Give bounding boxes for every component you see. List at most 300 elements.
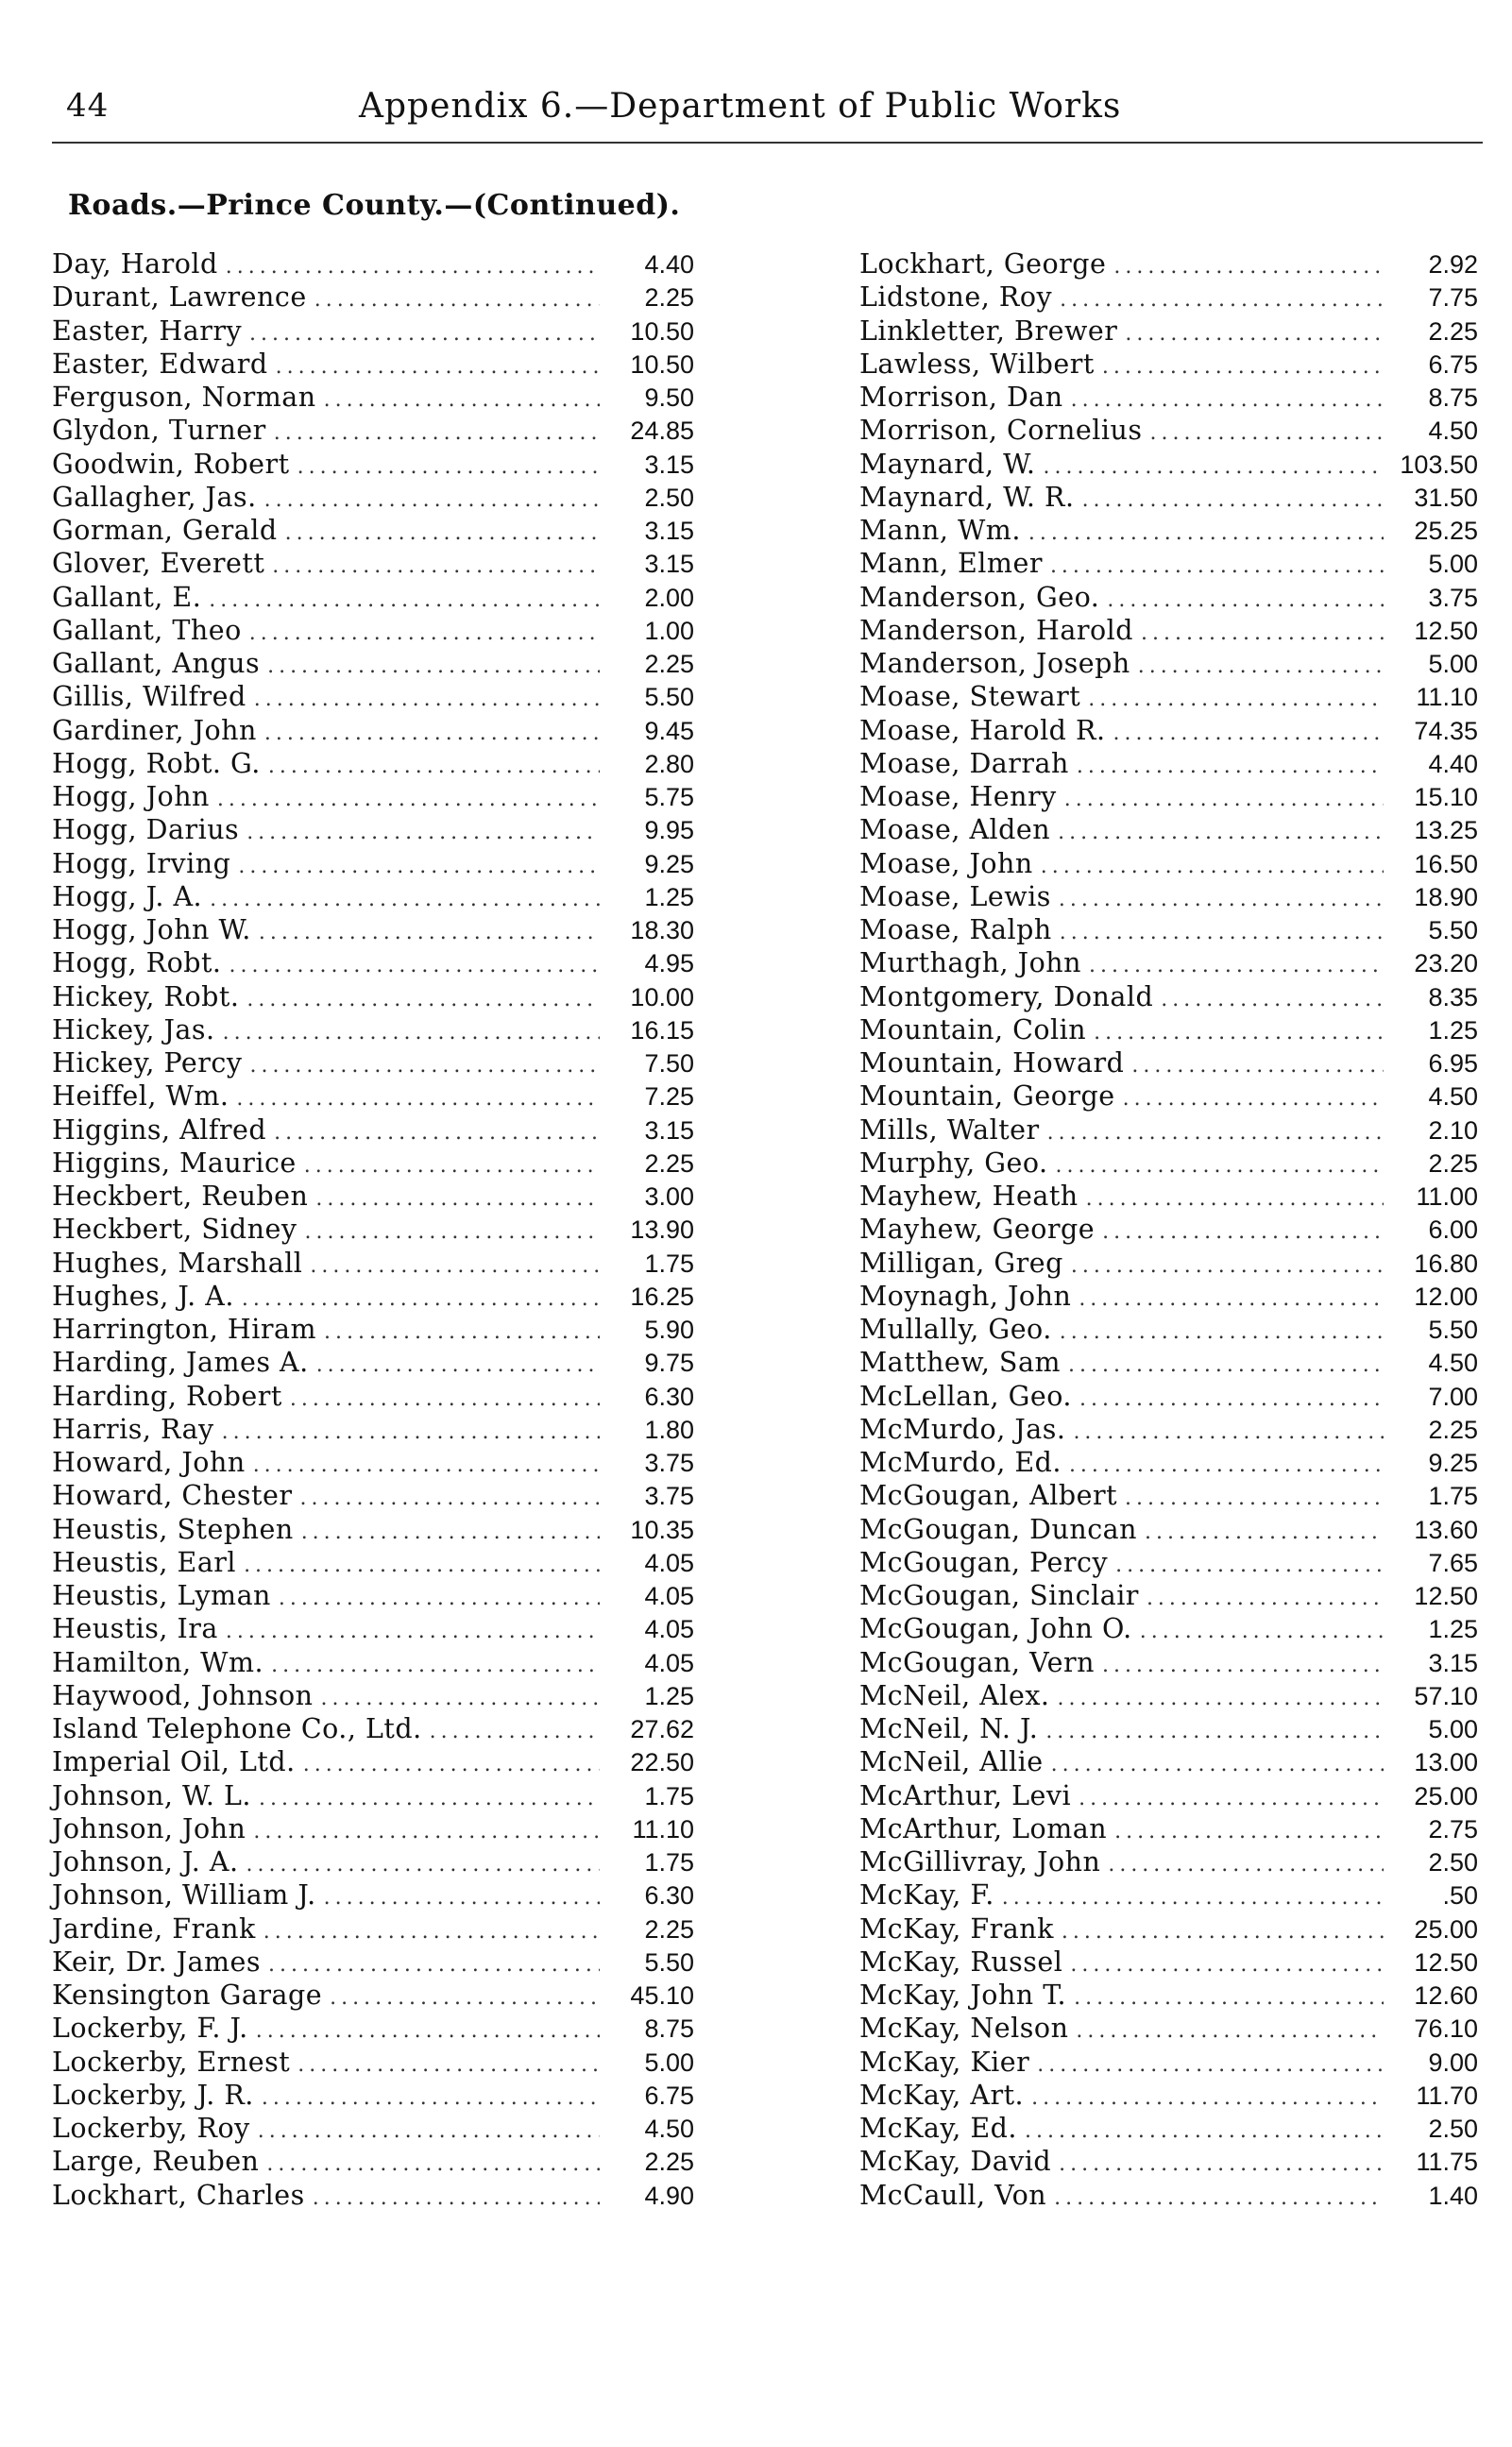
payment-amount: 6.30 — [644, 1881, 694, 1911]
dot-leader — [297, 450, 600, 484]
payment-amount: 18.90 — [1414, 882, 1478, 911]
dot-leader — [303, 1748, 600, 1781]
dot-leader — [1058, 816, 1384, 849]
list-item — [859, 880, 1478, 913]
payee-name: Lockhart, George — [859, 248, 1107, 280]
payee-name: Hickey, Percy — [52, 1047, 243, 1079]
dot-leader — [1107, 584, 1384, 617]
dot-leader — [285, 517, 600, 550]
list-item — [52, 2046, 694, 2079]
payee-name: Maynard, W. — [859, 448, 1036, 480]
list-item — [52, 2012, 694, 2045]
dot-leader — [1079, 1383, 1384, 1416]
dot-leader — [249, 317, 600, 350]
payee-name: Gallant, Angus — [52, 648, 261, 679]
list-item — [859, 448, 1478, 481]
payment-amount: 12.60 — [1414, 1981, 1478, 2010]
payee-name: McNeil, Allie — [859, 1746, 1044, 1778]
payment-amount: 2.25 — [644, 1914, 694, 1944]
list-item — [859, 314, 1478, 348]
list-item — [52, 880, 694, 913]
payee-name: Hamilton, Wm. — [52, 1646, 264, 1678]
dot-leader — [1045, 1715, 1384, 1748]
dot-leader — [1062, 1915, 1384, 1948]
list-item — [859, 1280, 1478, 1313]
payment-amount: 4.50 — [1428, 1082, 1478, 1112]
payee-name: Montgomery, Donald — [859, 980, 1154, 1012]
dot-leader — [1051, 1748, 1384, 1781]
list-item — [52, 448, 694, 481]
dot-leader — [264, 717, 600, 750]
list-item — [52, 946, 694, 979]
dot-leader — [249, 617, 600, 650]
dot-leader — [1094, 1016, 1384, 1049]
dot-leader — [242, 1283, 600, 1316]
payment-amount: 12.50 — [1414, 616, 1478, 645]
list-item — [52, 348, 694, 381]
payment-amount: 1.75 — [644, 1249, 694, 1278]
payment-amount: 5.00 — [1428, 1715, 1478, 1743]
list-item — [859, 1579, 1478, 1612]
payee-name: Heustis, Ira — [52, 1613, 218, 1645]
payment-amount: 2.25 — [644, 2148, 694, 2177]
payee-name: Morrison, Cornelius — [859, 415, 1143, 447]
payment-amount: 5.00 — [1428, 650, 1478, 678]
payment-amount: 10.50 — [630, 316, 694, 346]
list-item — [859, 1546, 1478, 1579]
payment-amount: 13.60 — [1414, 1515, 1478, 1544]
payee-name: Moase, Harold R. — [859, 714, 1106, 746]
payee-name: Howard, Chester — [52, 1480, 293, 1512]
dot-leader — [1079, 1283, 1384, 1316]
dot-leader — [1138, 650, 1384, 683]
list-item — [52, 847, 694, 880]
dot-leader — [1113, 250, 1384, 283]
list-item — [859, 2079, 1478, 2112]
dot-leader — [314, 283, 600, 316]
payment-amount: 7.65 — [1428, 1548, 1478, 1577]
dot-leader — [1141, 617, 1384, 650]
dot-leader — [223, 1016, 600, 1049]
list-item — [52, 1247, 694, 1280]
payee-name: McNeil, Alex. — [859, 1679, 1050, 1711]
list-item — [52, 1079, 694, 1113]
payee-name: Heustis, Lyman — [52, 1580, 271, 1611]
list-item — [859, 2046, 1478, 2079]
dot-leader — [1037, 2048, 1384, 2082]
list-item — [52, 1213, 694, 1246]
payee-name: Durant, Lawrence — [52, 281, 307, 314]
payee-name: Johnson, J. A. — [52, 1846, 239, 1878]
payment-amount: 8.35 — [1428, 982, 1478, 1011]
list-item — [859, 1745, 1478, 1778]
payee-name: McKay, F. — [859, 1879, 994, 1912]
dot-leader — [1145, 1516, 1384, 1549]
dot-leader — [256, 2014, 600, 2048]
payee-name: Harding, James A. — [52, 1347, 309, 1379]
dot-leader — [1069, 1449, 1384, 1482]
payee-name: Hughes, Marshall — [52, 1247, 303, 1279]
payment-amount: 15.10 — [1414, 783, 1478, 811]
payment-amount: 4.05 — [644, 1582, 694, 1610]
dot-leader — [229, 949, 601, 982]
dot-leader — [1102, 1649, 1384, 1682]
payment-amount: 3.75 — [644, 1449, 694, 1477]
payment-amount: 12.00 — [1414, 1282, 1478, 1311]
list-item — [52, 2112, 694, 2145]
list-item — [52, 1013, 694, 1046]
dot-leader — [1131, 1049, 1384, 1082]
dot-leader — [217, 783, 600, 816]
list-item — [52, 1413, 694, 1446]
dot-leader — [1088, 683, 1384, 716]
payment-amount: 1.25 — [644, 1681, 694, 1710]
list-item — [859, 1079, 1478, 1113]
dot-leader — [1125, 317, 1384, 350]
payment-amount: 2.92 — [1428, 250, 1478, 279]
payment-amount: 12.50 — [1414, 1947, 1478, 1977]
dot-leader — [226, 250, 600, 283]
payee-name: Lockerby, J. R. — [52, 2079, 254, 2111]
dot-leader — [304, 1215, 600, 1249]
list-item — [52, 381, 694, 414]
payee-name: Morrison, Dan — [859, 382, 1063, 413]
list-item — [52, 280, 694, 314]
payment-amount: 12.50 — [1414, 1582, 1478, 1610]
dot-leader — [1060, 916, 1384, 949]
payment-amount: 7.50 — [644, 1049, 694, 1078]
list-item — [52, 1946, 694, 1979]
dot-leader — [1064, 783, 1384, 816]
list-item — [859, 1646, 1478, 1679]
payee-name: McNeil, N. J. — [859, 1713, 1039, 1744]
payee-name: Manderson, Harold — [859, 614, 1134, 646]
payment-amount: 24.85 — [630, 416, 694, 446]
dot-leader — [1079, 1782, 1384, 1815]
payment-amount: 22.50 — [630, 1748, 694, 1777]
dot-leader — [1102, 1215, 1384, 1249]
dot-leader — [304, 1149, 600, 1182]
list-item — [859, 780, 1478, 813]
list-item — [859, 614, 1478, 647]
list-item — [52, 614, 694, 647]
dot-leader — [264, 484, 600, 517]
payment-amount: 7.00 — [1428, 1382, 1478, 1411]
payment-amount: 16.80 — [1414, 1249, 1478, 1278]
payment-amount: 6.75 — [1428, 349, 1478, 379]
payment-amount: 1.40 — [1428, 2181, 1478, 2210]
dot-leader — [1070, 1948, 1384, 1981]
payee-name: Higgins, Alfred — [52, 1113, 267, 1146]
payment-amount: 5.75 — [644, 783, 694, 811]
payee-name: Manderson, Geo. — [859, 581, 1100, 613]
dot-leader — [1031, 2082, 1384, 2115]
list-item — [859, 1247, 1478, 1280]
payee-name: Jardine, Frank — [52, 1912, 256, 1945]
payee-name: McMurdo, Ed. — [859, 1447, 1062, 1478]
list-item — [859, 1380, 1478, 1413]
payee-name: Maynard, W. R. — [859, 481, 1075, 513]
payee-name: McLellan, Geo. — [859, 1380, 1072, 1412]
payment-amount: 16.25 — [630, 1282, 694, 1311]
dot-leader — [222, 1416, 600, 1449]
dot-leader — [274, 1116, 600, 1149]
payee-name: Moase, Lewis — [859, 880, 1051, 912]
payment-amount: 9.25 — [644, 849, 694, 878]
payee-name: Keir, Dr. James — [52, 1946, 262, 1978]
dot-leader — [1071, 383, 1384, 416]
payment-amount: 4.50 — [644, 2115, 694, 2143]
payee-name: McKay, David — [859, 2146, 1052, 2178]
payment-amount: 1.75 — [644, 1781, 694, 1810]
list-item — [859, 2179, 1478, 2212]
list-item — [859, 1946, 1478, 1979]
dot-leader — [290, 1383, 600, 1416]
payment-amount: 2.25 — [1428, 1415, 1478, 1444]
payment-amount: 2.10 — [1428, 1115, 1478, 1145]
payee-name: Murphy, Geo. — [859, 1147, 1048, 1179]
payment-amount: 9.00 — [1428, 2048, 1478, 2077]
list-item — [52, 780, 694, 813]
list-item — [859, 913, 1478, 946]
dot-leader — [324, 383, 600, 416]
payment-amount: 25.00 — [1414, 1781, 1478, 1810]
payee-name: Hogg, Robt. G. — [52, 747, 261, 779]
dot-leader — [271, 1649, 600, 1682]
list-item — [52, 1646, 694, 1679]
list-item — [52, 1147, 694, 1180]
payee-name: Milligan, Greg — [859, 1247, 1063, 1279]
payee-name: Glydon, Turner — [52, 415, 266, 447]
payee-name: Manderson, Joseph — [859, 648, 1130, 679]
list-item — [859, 1046, 1478, 1079]
payee-name: Gallagher, Jas. — [52, 481, 257, 513]
dot-leader — [1102, 350, 1384, 383]
list-item — [859, 1878, 1478, 1912]
dot-leader — [272, 550, 600, 583]
dot-leader — [236, 1082, 600, 1115]
payment-amount: 10.00 — [630, 982, 694, 1011]
payment-amount: 6.00 — [1428, 1215, 1478, 1245]
payment-amount: 3.15 — [644, 550, 694, 579]
payment-amount: 16.50 — [1414, 849, 1478, 878]
dot-leader — [1025, 2115, 1384, 2148]
payee-name: Island Telephone Co., Ltd. — [52, 1713, 422, 1744]
list-item — [52, 747, 694, 780]
payee-name: McKay, Art. — [859, 2079, 1025, 2111]
dot-leader — [430, 1715, 600, 1748]
list-item — [52, 680, 694, 713]
payee-name: McGougan, Duncan — [859, 1513, 1138, 1545]
payee-name: Harding, Robert — [52, 1380, 282, 1412]
list-item — [859, 1845, 1478, 1878]
payee-name: Lockerby, Ernest — [52, 2046, 291, 2078]
payee-name: Kensington Garage — [52, 1980, 323, 2011]
payment-amount: 3.00 — [644, 1182, 694, 1211]
running-title: Appendix 6.—Department of Public Works — [359, 87, 1122, 126]
payee-name: Moase, Darrah — [859, 747, 1069, 779]
payment-amount: 2.50 — [1428, 2115, 1478, 2143]
payment-amount: 31.50 — [1414, 483, 1478, 512]
payee-name: McArthur, Loman — [859, 1812, 1108, 1844]
list-item — [859, 1446, 1478, 1479]
list-item — [859, 747, 1478, 780]
payee-name: McKay, Frank — [859, 1912, 1054, 1945]
payment-amount: 1.75 — [644, 1848, 694, 1877]
payment-amount: 4.50 — [1428, 1349, 1478, 1378]
list-item — [859, 1779, 1478, 1812]
payee-name: McGougan, Sinclair — [859, 1580, 1139, 1611]
payment-amount: 1.80 — [644, 1415, 694, 1444]
list-item — [859, 414, 1478, 447]
payee-name: Hickey, Robt. — [52, 980, 240, 1012]
dot-leader — [1002, 1881, 1384, 1914]
payee-name: Easter, Edward — [52, 348, 268, 380]
payee-name: Harrington, Hiram — [52, 1314, 317, 1345]
payment-amount: 76.10 — [1414, 2014, 1478, 2044]
payee-name: Gallant, Theo — [52, 614, 242, 646]
list-item — [52, 714, 694, 747]
list-item — [859, 2012, 1478, 2045]
list-item — [859, 1413, 1478, 1446]
list-item — [52, 414, 694, 447]
payment-amount: 5.50 — [644, 1947, 694, 1977]
list-item — [52, 1046, 694, 1079]
list-item — [52, 1513, 694, 1546]
dot-leader — [1089, 949, 1384, 982]
payee-name: Hughes, J. A. — [52, 1280, 234, 1312]
dot-leader — [324, 1881, 600, 1914]
payment-amount: 2.80 — [644, 749, 694, 778]
payment-amount: 2.25 — [644, 1148, 694, 1178]
payee-name: Lockerby, Roy — [52, 2113, 250, 2144]
payment-amount: 25.25 — [1414, 517, 1478, 545]
header-rule — [52, 142, 1483, 144]
payee-name: McMurdo, Jas. — [859, 1413, 1066, 1445]
payment-amount: 2.50 — [1428, 1848, 1478, 1877]
dot-leader — [246, 983, 600, 1016]
list-item — [52, 1612, 694, 1645]
dot-leader — [249, 1049, 600, 1082]
list-item — [52, 1779, 694, 1812]
payee-name: Johnson, W. L. — [52, 1779, 251, 1811]
dot-leader — [268, 1948, 600, 1981]
list-item — [859, 348, 1478, 381]
dot-leader — [253, 1815, 600, 1848]
payee-name: Higgins, Maurice — [52, 1147, 297, 1179]
list-item — [859, 514, 1478, 547]
payee-name: Mann, Wm. — [859, 515, 1021, 546]
list-item — [52, 980, 694, 1013]
payment-amount: 13.25 — [1414, 816, 1478, 845]
dot-leader — [262, 2082, 600, 2115]
payee-name: Heustis, Stephen — [52, 1513, 294, 1545]
list-item — [52, 1878, 694, 1912]
payment-amount: 23.20 — [1414, 949, 1478, 978]
payment-amount: 4.40 — [1428, 749, 1478, 778]
list-item — [52, 1180, 694, 1213]
payment-amount: 103.50 — [1400, 450, 1478, 479]
dot-leader — [263, 1915, 600, 1948]
payee-name: Goodwin, Robert — [52, 448, 290, 480]
dot-leader — [238, 850, 600, 883]
list-item — [52, 1679, 694, 1712]
payee-name: McCaull, Von — [859, 2179, 1047, 2211]
list-item — [859, 714, 1478, 747]
dot-leader — [1076, 2014, 1384, 2048]
payment-amount: 8.75 — [1428, 383, 1478, 412]
dot-leader — [330, 1981, 600, 2014]
payee-name: Lockerby, F. J. — [52, 2013, 248, 2045]
payment-amount: 4.50 — [1428, 416, 1478, 446]
dot-leader — [1047, 1116, 1384, 1149]
payment-amount: 3.75 — [644, 1482, 694, 1511]
payee-name: Lawless, Wilbert — [859, 348, 1095, 380]
dot-leader — [1125, 1482, 1384, 1515]
list-item — [52, 1479, 694, 1512]
payment-amount: 10.50 — [630, 349, 694, 379]
payee-name: Linkletter, Brewer — [859, 314, 1118, 347]
dot-leader — [299, 1482, 600, 1515]
payment-amount: 13.90 — [630, 1215, 694, 1245]
payment-amount: 6.75 — [644, 2081, 694, 2110]
payee-name: Hogg, John — [52, 781, 210, 812]
list-item — [859, 647, 1478, 680]
list-item — [52, 581, 694, 614]
list-item — [859, 1346, 1478, 1379]
dot-leader — [1059, 883, 1384, 916]
payment-amount: 3.75 — [1428, 583, 1478, 612]
list-item — [859, 1147, 1478, 1180]
dot-leader — [276, 350, 600, 383]
payment-amount: 9.45 — [644, 716, 694, 745]
payment-amount: 5.50 — [1428, 916, 1478, 944]
list-item — [859, 1013, 1478, 1046]
list-item — [52, 247, 694, 280]
list-item — [52, 1380, 694, 1413]
list-item — [52, 514, 694, 547]
payee-name: Lidstone, Roy — [859, 281, 1053, 314]
list-item — [52, 1712, 694, 1745]
dot-leader — [1082, 484, 1384, 517]
payee-name: Mountain, Colin — [859, 1013, 1087, 1045]
dot-leader — [246, 1848, 600, 1881]
list-item — [859, 2145, 1478, 2178]
list-item — [859, 1113, 1478, 1147]
list-item — [859, 247, 1478, 280]
payee-name: McKay, Kier — [859, 2046, 1030, 2078]
payment-amount: 27.62 — [630, 1715, 694, 1743]
payment-amount: 7.75 — [1428, 283, 1478, 313]
payee-name: Heiffel, Wm. — [52, 1080, 229, 1113]
payee-name: McGougan, Percy — [859, 1546, 1109, 1578]
dot-leader — [297, 2048, 600, 2082]
payee-name: Moase, Stewart — [859, 681, 1081, 713]
dot-leader — [268, 750, 600, 783]
dot-leader — [1161, 983, 1384, 1016]
payee-name: Matthew, Sam — [859, 1347, 1061, 1379]
payee-name: Mayhew, Heath — [859, 1181, 1079, 1212]
list-item — [859, 1213, 1478, 1246]
payee-name: Gallant, E. — [52, 581, 202, 613]
list-item — [859, 1912, 1478, 1946]
list-item — [859, 481, 1478, 514]
payment-amount: 1.25 — [644, 882, 694, 911]
payment-amount: 3.15 — [644, 517, 694, 545]
dot-leader — [1056, 1149, 1384, 1182]
payee-name: McGillivray, John — [859, 1846, 1101, 1878]
list-item — [859, 1313, 1478, 1346]
